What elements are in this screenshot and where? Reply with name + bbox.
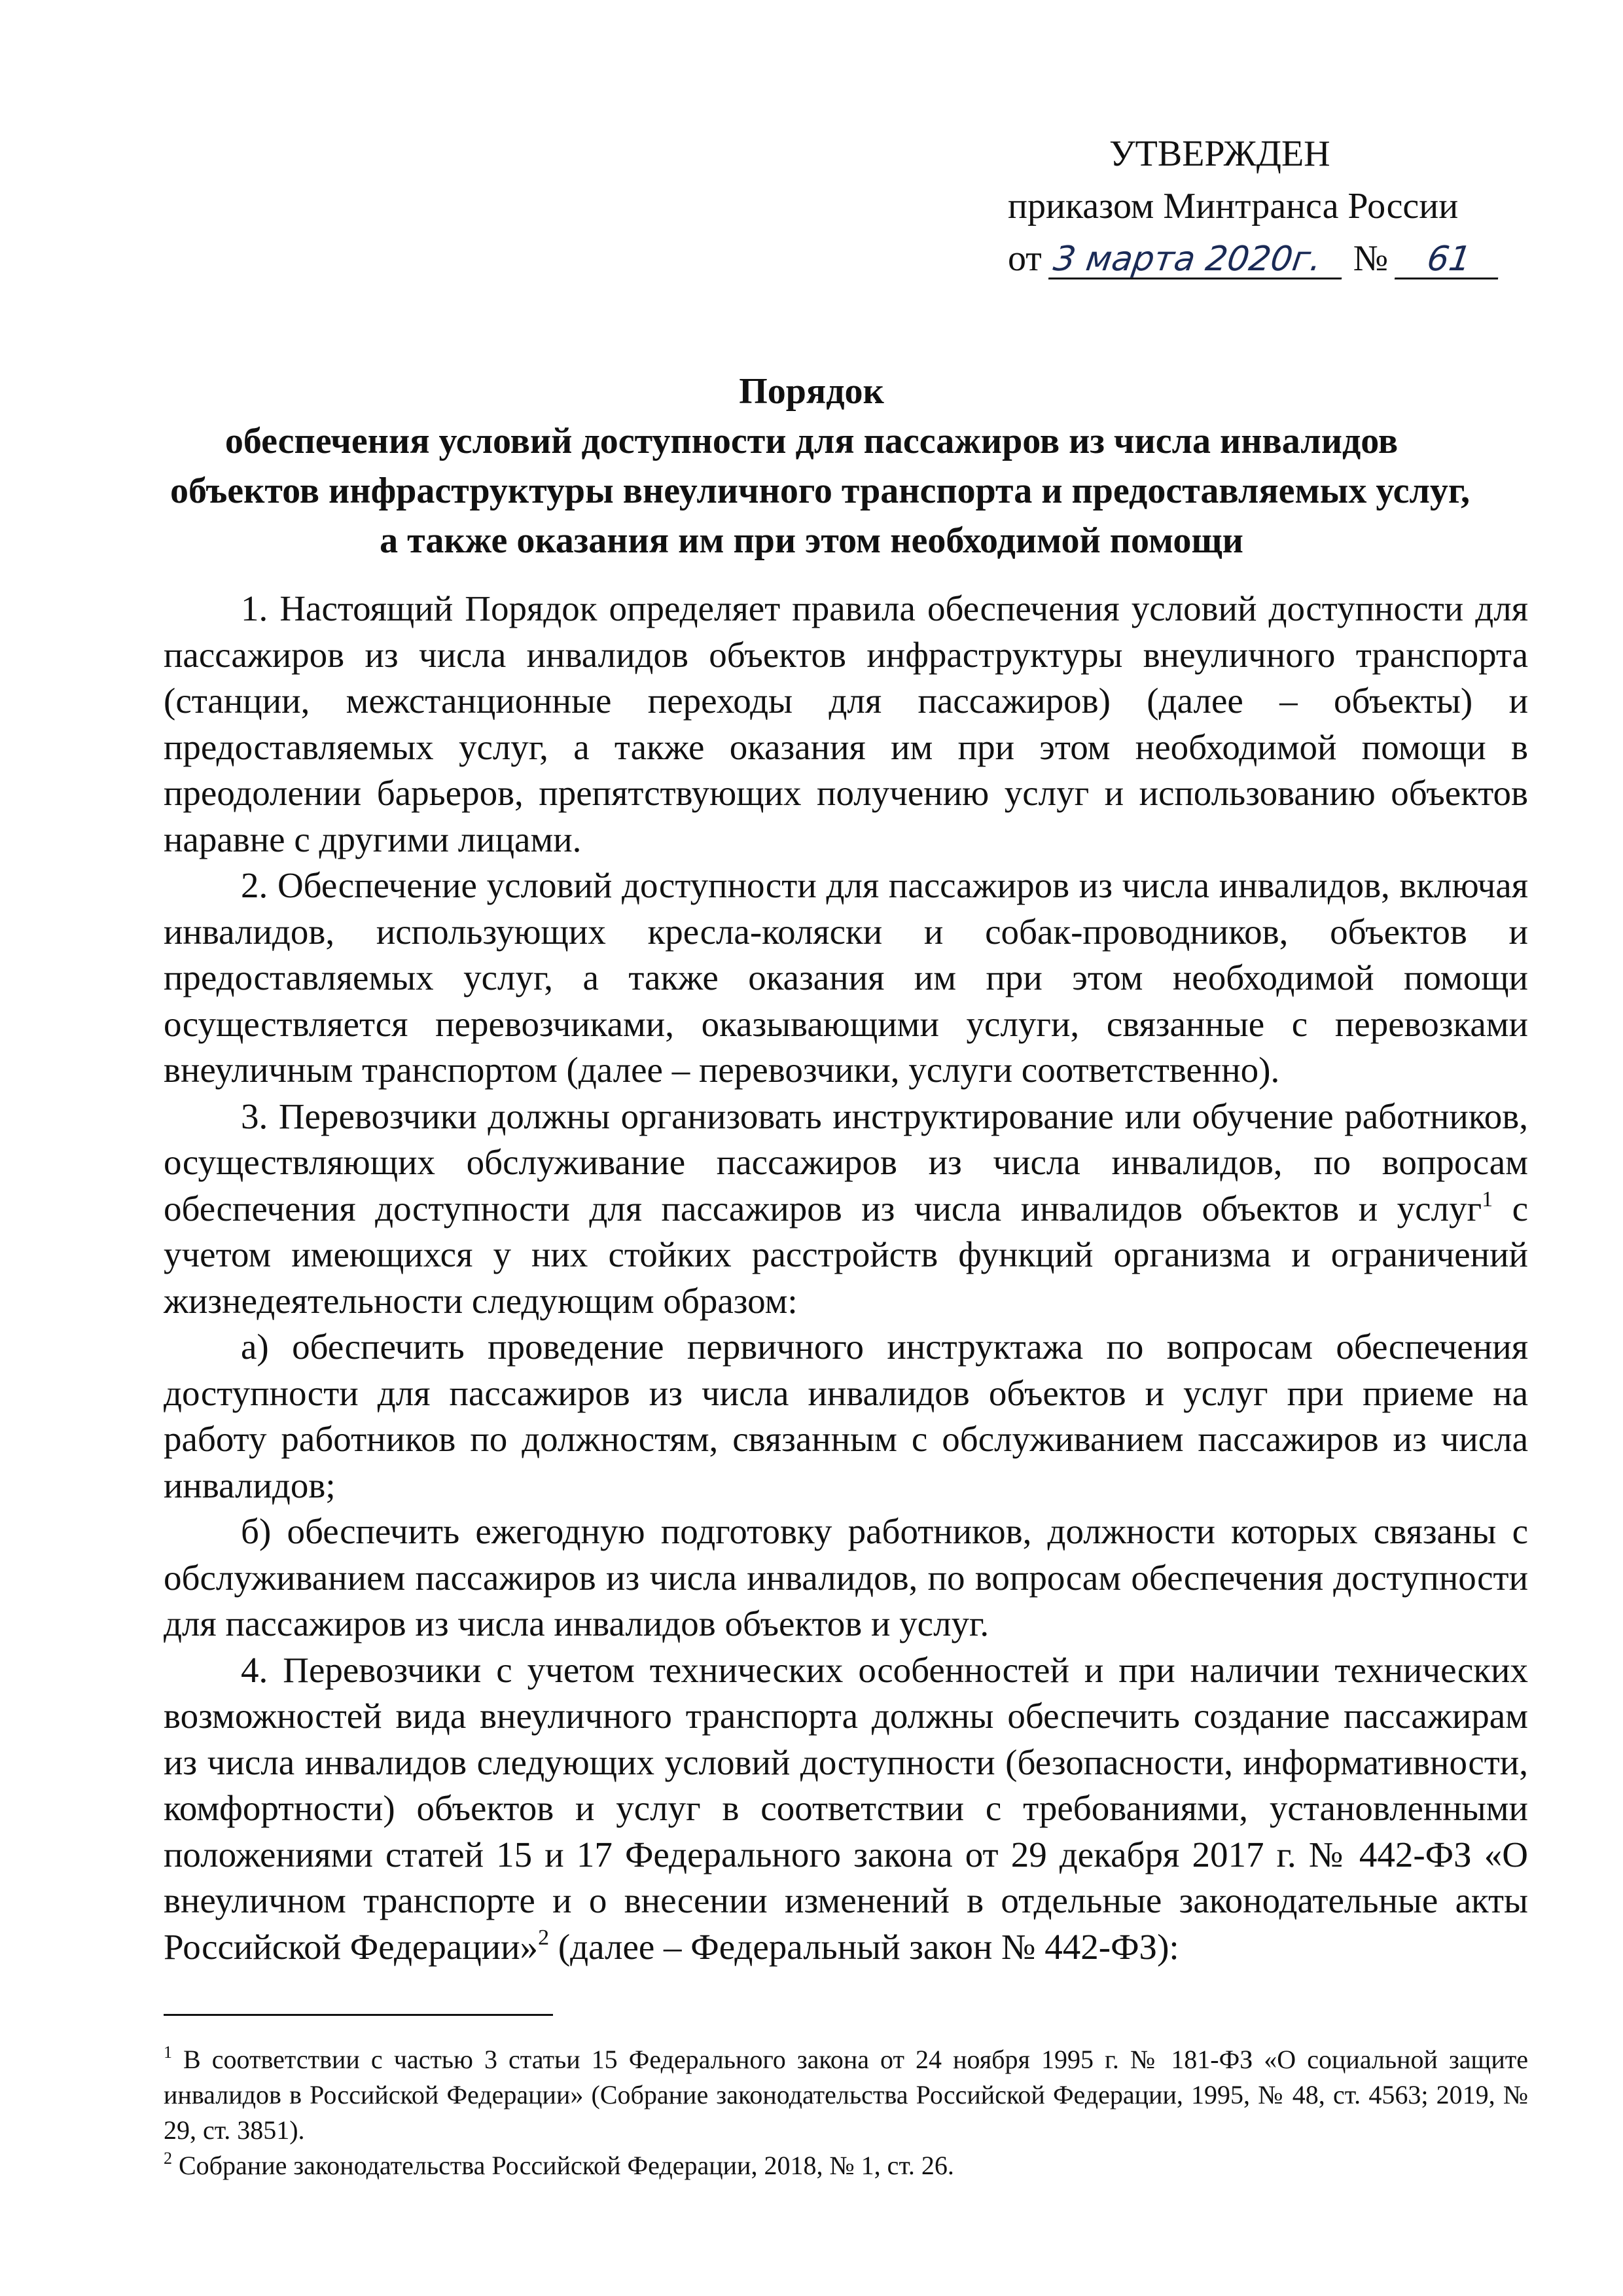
paragraph-4 <box>164 1647 1528 1971</box>
footnote-2-marker: 2 <box>164 2149 172 2168</box>
paragraph-4-text-cont: (далее – Федеральный закон № 442-ФЗ): <box>549 1926 1179 1967</box>
paragraph-3 <box>164 1094 1528 1325</box>
footnotes <box>164 2042 1528 2183</box>
footnote-1 <box>164 2042 1528 2148</box>
handwritten-number: 61 <box>1395 241 1503 279</box>
title-line-1: Порядок <box>739 371 884 412</box>
title-line-4: а также оказания им при этом необходимой помощи <box>380 520 1243 561</box>
date-prefix: от <box>1008 238 1042 279</box>
footnote-1-marker: 1 <box>164 2043 172 2062</box>
footnote-ref-2: 2 <box>538 1925 550 1950</box>
paragraph-4-text: 4. Перевозчики с учетом технических особенностей и при наличии технических возможностей вида внеуличного транспорта должны обеспечить создание пассажирам из числа инвалидов следующих условий доступности (безопасности, информативности, комфортности) объектов и услуг в соответствии с требованиями, установленными положениями статей 15 и 17 Федерального закона от 29 декабря 2017 г. № 442-ФЗ «О внеуличном транспорте и о внесении изменений в отдельные законодательные акты Российской Федерации» <box>164 1649 1528 1967</box>
number-label: № <box>1353 238 1389 279</box>
footnote-2 <box>164 2148 1528 2183</box>
footnote-2-text: Собрание законодательства Российской Федерации, 2018, № 1, ст. 26. <box>172 2151 954 2180</box>
paragraph-1: 1. Настоящий Порядок определяет правила обеспечения условий доступности для пассажиров из числа инвалидов объектов инфраструктуры внеуличного транспорта (станции, межстанционные переходы для пассажиров) (далее – объекты) и предоставляемых услуг, а также оказания им при этом необходимой помощи в преодолении барьеров, препятствующих получению услуг и использованию объектов наравне с другими лицами. <box>164 588 1528 859</box>
footnote-divider <box>164 2014 553 2016</box>
approval-heading: УТВЕРЖДЕН <box>1109 134 1330 174</box>
document-title <box>170 367 1471 565</box>
paragraph-3-text-cont: с учетом имеющихся у них стойких расстройств функций организма и ограничений жизнедеятельности следующим образом: <box>164 1188 1528 1321</box>
footnote-1-text: В соответствии с частью 3 статьи 15 Федерального закона от 24 ноября 1995 г. № 181-ФЗ «О социальной защите инвалидов в Российской Федерации» (Собрание законодательства Российской Федерации, 1995, № 48, ст. 4563; 2019, № 29, ст. 3851). <box>164 2045 1528 2145</box>
paragraph-3-text: 3. Перевозчики должны организовать инструктирование или обучение работников, осуществляющих обслуживание пассажиров из числа инвалидов, по вопросам обеспечения доступности для пассажиров из числа инвалидов объектов и услуг <box>164 1096 1528 1229</box>
paragraph-3a: а) обеспечить проведение первичного инструктажа по вопросам обеспечения доступности для пассажиров из числа инвалидов объектов и услуг при приеме на работу работников по должностям, связанным с обслуживанием пассажиров из числа инвалидов; <box>164 1327 1528 1505</box>
paragraph-3b: б) обеспечить ежегодную подготовку работников, должности которых связаны с обслуживанием пассажиров из числа инвалидов, по вопросам обеспечения доступности для пассажиров из числа инвалидов объектов и услуг. <box>164 1511 1528 1643</box>
approval-block <box>995 128 1531 285</box>
handwritten-date: 3 марта 2020г. <box>1048 241 1347 279</box>
approval-date-line <box>995 232 1531 285</box>
footnote-ref-1: 1 <box>1482 1187 1493 1211</box>
approval-order-line: приказом Минтранса России <box>1008 186 1459 226</box>
document-body <box>164 586 1528 1970</box>
paragraph-2: 2. Обеспечение условий доступности для пассажиров из числа инвалидов, включая инвалидов, использующих кресла-коляски и собак-проводников, объектов и предоставляемых услуг, а также оказания им при этом необходимой помощи осуществляется перевозчиками, оказывающими услуги, связанные с перевозками внеуличным транспортом (далее – перевозчики, услуги соответственно). <box>164 865 1528 1090</box>
title-line-3: объектов инфраструктуры внеуличного транспорта и предоставляемых услуг, <box>170 471 1471 511</box>
title-line-2: обеспечения условий доступности для пассажиров из числа инвалидов <box>224 421 1399 461</box>
